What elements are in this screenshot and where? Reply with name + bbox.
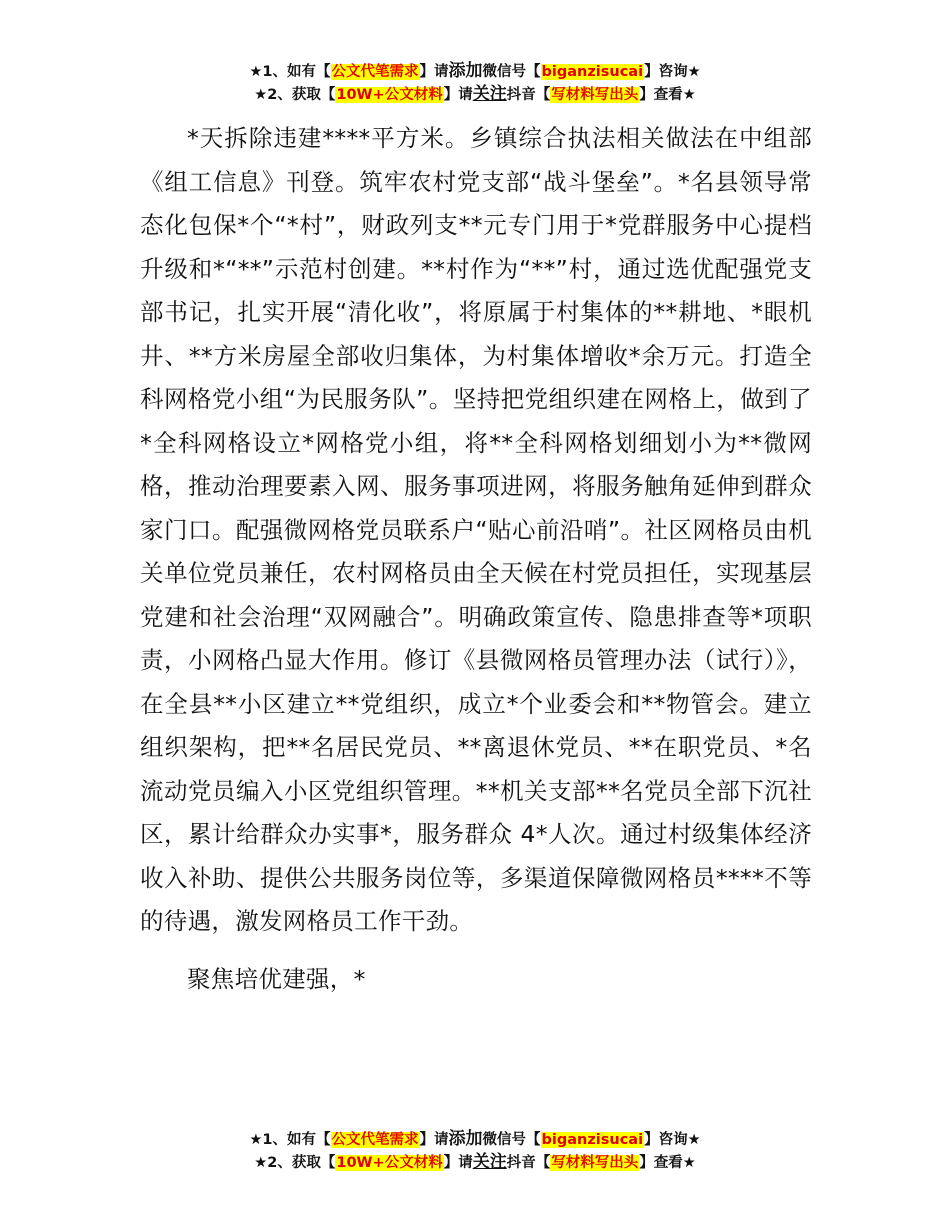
banner-line-1: ★1、如有【公文代笔需求】请添加微信号【biganzisucai】咨询★ [249, 1129, 701, 1149]
footer-banner [0, 1128, 950, 1174]
document-body [140, 117, 812, 1001]
highlight-materials: 10W+公文材料 [336, 1155, 443, 1171]
banner-line-1: ★1、如有【公文代笔需求】请添加微信号【biganzisucai】咨询★ [249, 61, 701, 81]
header-banner [0, 60, 950, 106]
banner-line-2: ★2、获取【10W+公文材料】请关注抖音【写材料写出头】查看★ [254, 1152, 696, 1172]
highlight-wechat-id: biganzisucai [541, 64, 644, 80]
highlight-douyin-account: 写材料写出头 [551, 87, 639, 103]
highlight-douyin-account: 写材料写出头 [551, 1155, 639, 1171]
body-paragraph: 聚焦培优建强，* [187, 964, 366, 993]
banner-line-2: ★2、获取【10W+公文材料】请关注抖音【写材料写出头】查看★ [254, 84, 696, 104]
highlight-service: 公文代笔需求 [331, 1132, 419, 1148]
body-paragraph: *天拆除违建****平方米。乡镇综合执法相关做法在中组部《组工信息》刊登。筑牢农村党支部“战斗堡垒”。*名县领导常态化包保*个“*村”，财政列支**元专门用于*党群服务中心提档升级和*“**”示范村创建。**村作为“**”村，通过选优配强党支部书记，扎实开展“清化收”，将原属于村集体的**耕地、*眼机井、**方米房屋全部收归集体，为村集体增收*余万元。打造全科网格党小组“为民服务队”。坚持把党组织建在网格上，做到了*全科网格设立*网格党小组，将**全科网格划细划小为**微网格，推动治理要素入网、服务事项进网，将服务触角延伸到群众家门口。配强微网格党员联系户“贴心前沿哨”。社区网格员由机关单位党员兼任，农村网格员由全天候在村党员担任，实现基层党建和社会治理“双网融合”。明确政策宣传、隐患排查等*项职责，小网格凸显大作用。修订《县微网格员管理办法（试行）》，在全县**小区建立**党组织，成立*个业委会和**物管会。建立组织架构，把**名居民党员、**离退休党员、**在职党员、*名流动党员编入小区党组织管理。**机关支部**名党员全部下沉社区，累计给群众办实事*，服务群众 4*人次。通过村级集体经济收入补助、提供公共服务岗位等，多渠道保障微网格员****不等的待遇，激发网格员工作干劲。 [140, 124, 812, 935]
highlight-wechat-id: biganzisucai [541, 1132, 644, 1148]
highlight-service: 公文代笔需求 [331, 64, 419, 80]
highlight-materials: 10W+公文材料 [336, 87, 443, 103]
